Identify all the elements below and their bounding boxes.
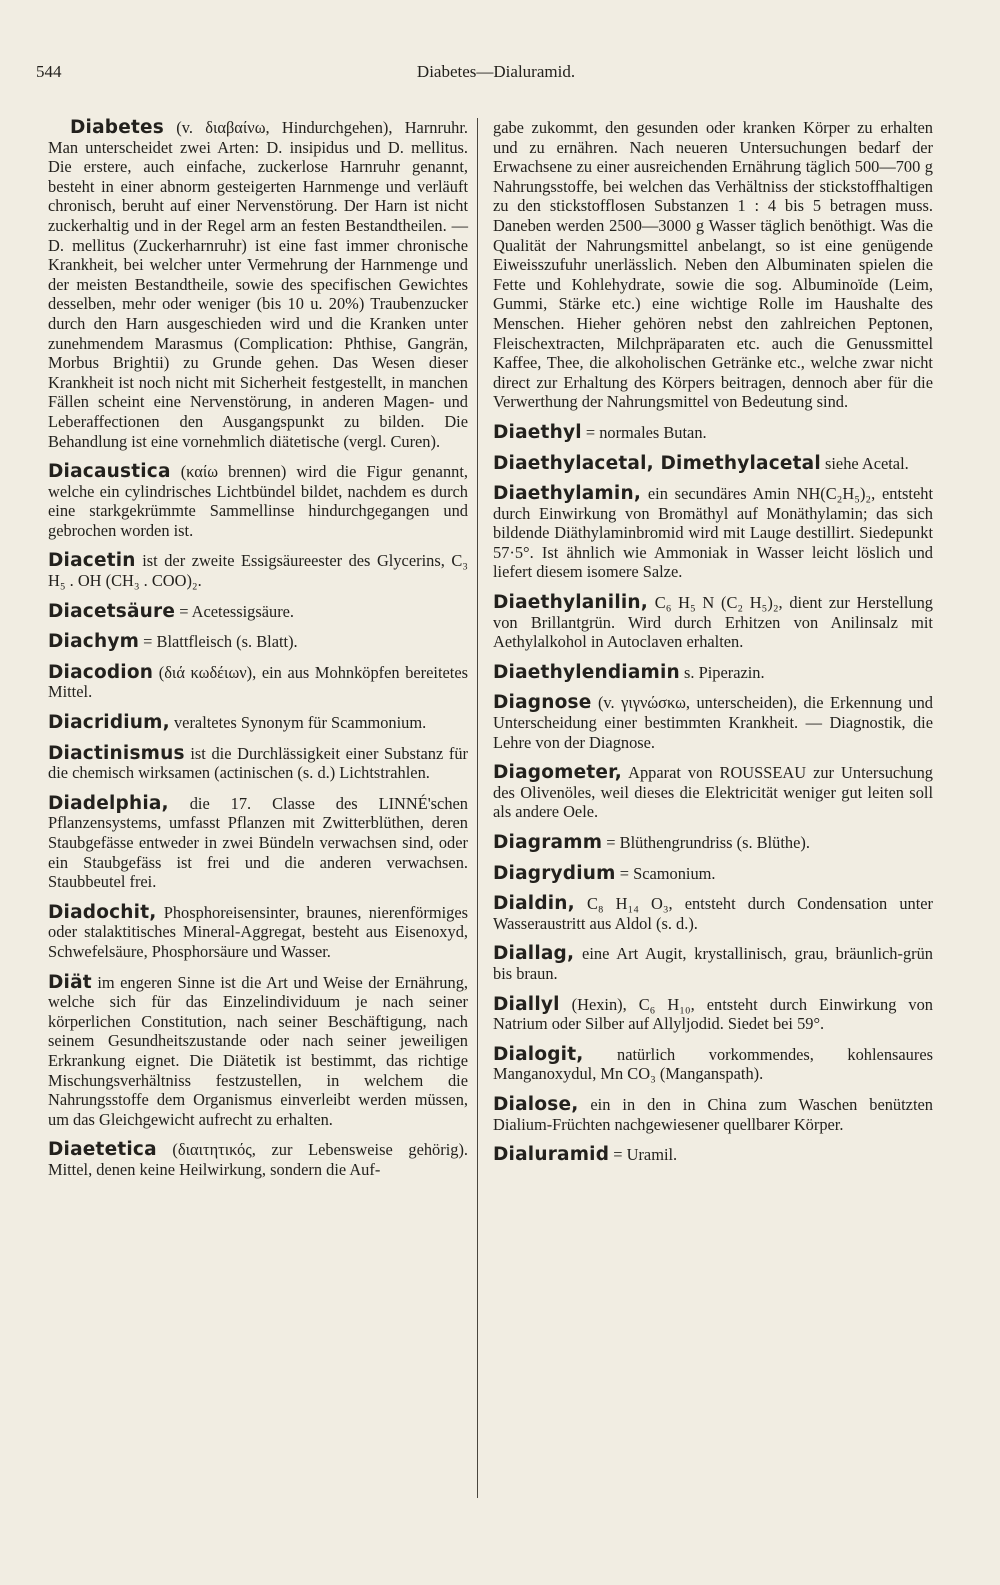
- entry-headword: Diagometer,: [493, 762, 622, 784]
- entry-text: = Acetessigsäure.: [179, 601, 295, 621]
- entry-headword: Diacetsäure: [48, 600, 176, 622]
- dictionary-entry: [493, 454, 933, 474]
- dictionary-entry: [48, 713, 468, 733]
- dictionary-entry: [48, 663, 468, 702]
- entry-headword: Diaethylamin,: [493, 483, 642, 505]
- entry-text: (v. γιγνώσκω, unterscheiden), die Erkennung und Unterscheidung einer bestimmten Krankheit. — Diagnostik, die Lehre von der Diagnose.: [493, 693, 933, 752]
- entry-headword: Diabetes: [70, 117, 164, 138]
- entry-headword: Diachym: [48, 631, 140, 653]
- entry-text: Phosphoreisensinter, braunes, nierenförmiges oder stalaktitisches Mineral-Aggregat, besteht aus Eisenoxyd, Schwefelsäure, Phosphorsäure und Wasser.: [48, 902, 468, 961]
- entry-headword: Dialdin,: [493, 893, 575, 915]
- dictionary-entry: [493, 995, 933, 1034]
- entry-text: (καίω brennen) wird die Figur genannt, welche ein cylindrisches Lichtbündel bildet, nachdem es durch eine starkgekrümmte Sammellinse hindurchgegangen und gebrochen worden ist.: [48, 462, 468, 540]
- entry-headword: Diaethyl: [493, 421, 582, 443]
- dictionary-entry: [48, 794, 468, 892]
- dictionary-entry: [493, 423, 933, 443]
- entry-headword: Diacaustica: [48, 461, 171, 483]
- page-number: 544: [36, 62, 62, 81]
- dictionary-entry: [48, 744, 468, 783]
- entry-headword: Diadochit,: [48, 901, 157, 923]
- dictionary-entry: [493, 484, 933, 582]
- entry-headword: Dialuramid: [493, 1144, 610, 1166]
- entry-headword: Diallag,: [493, 943, 575, 965]
- right-column: [493, 118, 933, 1176]
- dictionary-entry: [493, 118, 933, 412]
- entry-text: im engeren Sinne ist die Art und Weise der Ernährung, welche sich für das Einzelindividuum je nach seiner körperlichen Constitution, nach seiner Beschäftigung, nach seinem Gesundheitszustande oder nach seiner jeweiligen Erkrankung eignet. Die Diätetik ist bestimmt, das richtige Mischungsverhältniss festzustellen, in welchem die Nahrungsstoffe dem Organismus einverleibt werden müssen, um das Gleichgewicht aufrecht zu erhalten.: [48, 972, 468, 1129]
- dictionary-entry: [493, 693, 933, 752]
- entry-headword: Diagnose: [493, 692, 592, 714]
- entry-text: natürlich vorkommendes, kohlensaures Manganoxydul, Mn CO₃ (Manganspath).: [493, 1044, 933, 1084]
- dictionary-entry: [48, 632, 468, 652]
- dictionary-entry: [493, 663, 933, 683]
- dictionary-entry: [48, 462, 468, 540]
- dictionary-entry: [48, 903, 468, 962]
- entry-text: s. Piperazin.: [684, 662, 765, 682]
- entry-text: ist der zweite Essigsäureester des Glycerins, C₃ H₅ . OH (CH₃ . COO)₂.: [48, 551, 468, 591]
- dictionary-entry: [493, 864, 933, 884]
- entry-text: = Uramil.: [613, 1145, 678, 1165]
- dictionary-entry: [493, 833, 933, 853]
- page-title: Diabetes—Dialuramid.: [416, 62, 576, 81]
- dictionary-entry: [48, 118, 468, 451]
- entry-headword: Diaetetica: [48, 1139, 157, 1161]
- dictionary-entry: [48, 973, 468, 1130]
- entry-text: ein in den in China zum Waschen benützten Dialium-Früchten nachgewiesener quellbarer Körper.: [493, 1094, 933, 1134]
- entry-text: siehe Acetal.: [825, 453, 909, 473]
- dictionary-entry: [493, 1145, 933, 1165]
- entry-text: ist die Durchlässigkeit einer Substanz für die chemisch wirksamen (actinischen (s. d.) Lichtstrahlen.: [48, 743, 468, 783]
- entry-headword: Diallyl: [493, 993, 560, 1015]
- entry-text: eine Art Augit, krystallinisch, grau, bräunlich-grün bis braun.: [493, 944, 933, 983]
- entry-text: (v. διαβαίνω, Hindurchgehen), Harnruhr. Man unterscheidet zwei Arten: D. insipidus und D. mellitus. Die erstere, auch einfache, zuckerlose Harnruhr genannt, besteht in einer abnorm gesteigerten Harnmenge und verläuft chronisch, beruht auf einer Nervenstörung. Der Harn ist nicht zuckerhaltig und in der Regel arm an festen Bestandtheilen. — D. mellitus (Zuckerharnruhr) ist eine fast immer chronische Krankheit, bei welcher unter Vermehrung der Harnmenge und der meisten Bestandtheile, sowie des specifischen Gewichtes desselben, mehr oder weniger (bis 10 u. 20%) Traubenzucker durch den Harn ausgeschieden wird und die Kranken unter zunehmendem Marasmus (Complication: Phthise, Gangrän, Morbus Brightii) zu Grunde gehen. Das Wesen dieser Krankheit ist noch nicht mit Sicherheit festgestellt, in manchen Fällen scheint eine Nervenstörung, in anderen Magen- und Leberaffectionen den Ausgangspunkt zu bilden. Die Behandlung ist eine vornehmlich diätetische (vergl. Curen).: [48, 118, 468, 451]
- dictionary-entry: [493, 894, 933, 933]
- column-divider: [477, 118, 478, 1498]
- entry-text: = Blüthengrundriss (s. Blüthe).: [606, 833, 810, 852]
- entry-text: ein secundäres Amin NH(C₂H₅)₂, entsteht durch Einwirkung von Bromäthyl auf Monäthylamin; das sich bildende Diäthylaminbromid wird mit Lauge destillirt. Siedepunkt 57·5°. Ist ähnlich wie Ammoniak in Wasser leicht löslich und liefert diesem isomere Salze.: [493, 484, 933, 582]
- entry-headword: Diaethylacetal, Dimethylacetal: [493, 452, 821, 474]
- entry-text: (διά κωδέιων), ein aus Mohnköpfen bereitetes Mittel.: [48, 662, 468, 702]
- entry-text: C₈ H₁₄ O₃, entsteht durch Condensation unter Wasseraustritt aus Aldol (s. d.).: [493, 894, 933, 933]
- entry-headword: Dialogit,: [493, 1043, 584, 1065]
- entry-text: (Hexin), C₆ H₁₀, entsteht durch Einwirkung von Natrium oder Silber auf Allyljodid. Siedet bei 59°.: [493, 994, 933, 1034]
- entry-headword: Diacodion: [48, 661, 154, 683]
- entry-headword: Diacetin: [48, 550, 136, 572]
- entry-headword: Diadelphia,: [48, 792, 169, 814]
- dictionary-entry: [493, 944, 933, 983]
- entry-text: (διαιτητικός, zur Lebensweise gehörig). Mittel, denen keine Heilwirkung, sondern die Auf-: [48, 1140, 468, 1179]
- entry-text: Apparat von ROUSSEAU zur Untersuchung des Olivenöles, weil dieses die Elektricität weniger gut leiten soll als andere Oele.: [493, 763, 933, 822]
- entry-text: die 17. Classe des LINNÉ'schen Pflanzensystems, umfasst Pflanzen mit Zwitterblüthen, deren Staubgefässe entweder in zwei Bündeln verwachsen sind, oder ein Staubgefäss ist frei und die anderen verwachsen. Staubbeutel frei.: [48, 793, 468, 892]
- dictionary-entry: [493, 593, 933, 652]
- entry-headword: Diaethylendiamin: [493, 661, 680, 683]
- dictionary-entry: [48, 551, 468, 590]
- dictionary-entry: [493, 1095, 933, 1134]
- entry-headword: Diagrydium: [493, 862, 616, 884]
- dictionary-entry: [48, 602, 468, 622]
- entry-headword: Diät: [48, 971, 92, 993]
- entry-text: = Scamonium.: [619, 863, 716, 883]
- entry-headword: Diactinismus: [48, 742, 185, 764]
- entry-text: gabe zukommt, den gesunden oder kranken Körper zu erhalten und zu ernähren. Nach neueren Untersuchungen bedarf der Erwachsene zu einer ausreichenden Ernährung täglich 500—700 g Nahrungsstoffe, bei welchen das Verhältniss der stickstoffhaltigen zu den stickstofflosen Substanzen 1 : 4 bis 5 betragen muss. Daneben werden 2500—3000 g Wasser täglich benöthigt. Was die Qualität der Nahrungsmittel anbelangt, so ist eine genügende Eiweisszufuhr unerlässlich. Neben den Albuminaten spielen die Fette und Kohlehydrate, sowie die sog. Albuminoïde (Leim, Gummi, Stärke etc.) eine wichtige Rolle im Haushalte des Menschen. Hieher gehören nebst den zahlreichen Peptonen, Fleischextracten, Milchpräparaten etc. auch die Genussmittel Kaffee, Thee, die alkoholischen Getränke etc., welche zwar nicht direct zur Erhaltung des Körpers beitragen, dennoch aber für die Verwerthung der Nahrungsmittel von Bedeutung sind.: [493, 118, 933, 412]
- entry-text: C₆ H₅ N (C₂ H₅)₂, dient zur Herstellung von Brillantgrün. Wird durch Erhitzen von Anilinsalz mit Aethylalkohol in Autoclaven erhalten.: [493, 593, 933, 652]
- running-head: [36, 62, 956, 88]
- entry-headword: Diacridium,: [48, 712, 170, 734]
- left-column: [48, 118, 468, 1191]
- entry-text: = Blattfleisch (s. Blatt).: [143, 632, 298, 652]
- entry-text: = normales Butan.: [585, 422, 707, 442]
- dictionary-entry: [48, 1140, 468, 1179]
- dictionary-entry: [493, 1045, 933, 1084]
- entry-headword: Diagramm: [493, 832, 603, 853]
- entry-text: veraltetes Synonym für Scammonium.: [173, 713, 427, 733]
- dictionary-entry: [493, 763, 933, 822]
- entry-headword: Diaethylanilin,: [493, 592, 649, 614]
- entry-headword: Dialose,: [493, 1093, 579, 1115]
